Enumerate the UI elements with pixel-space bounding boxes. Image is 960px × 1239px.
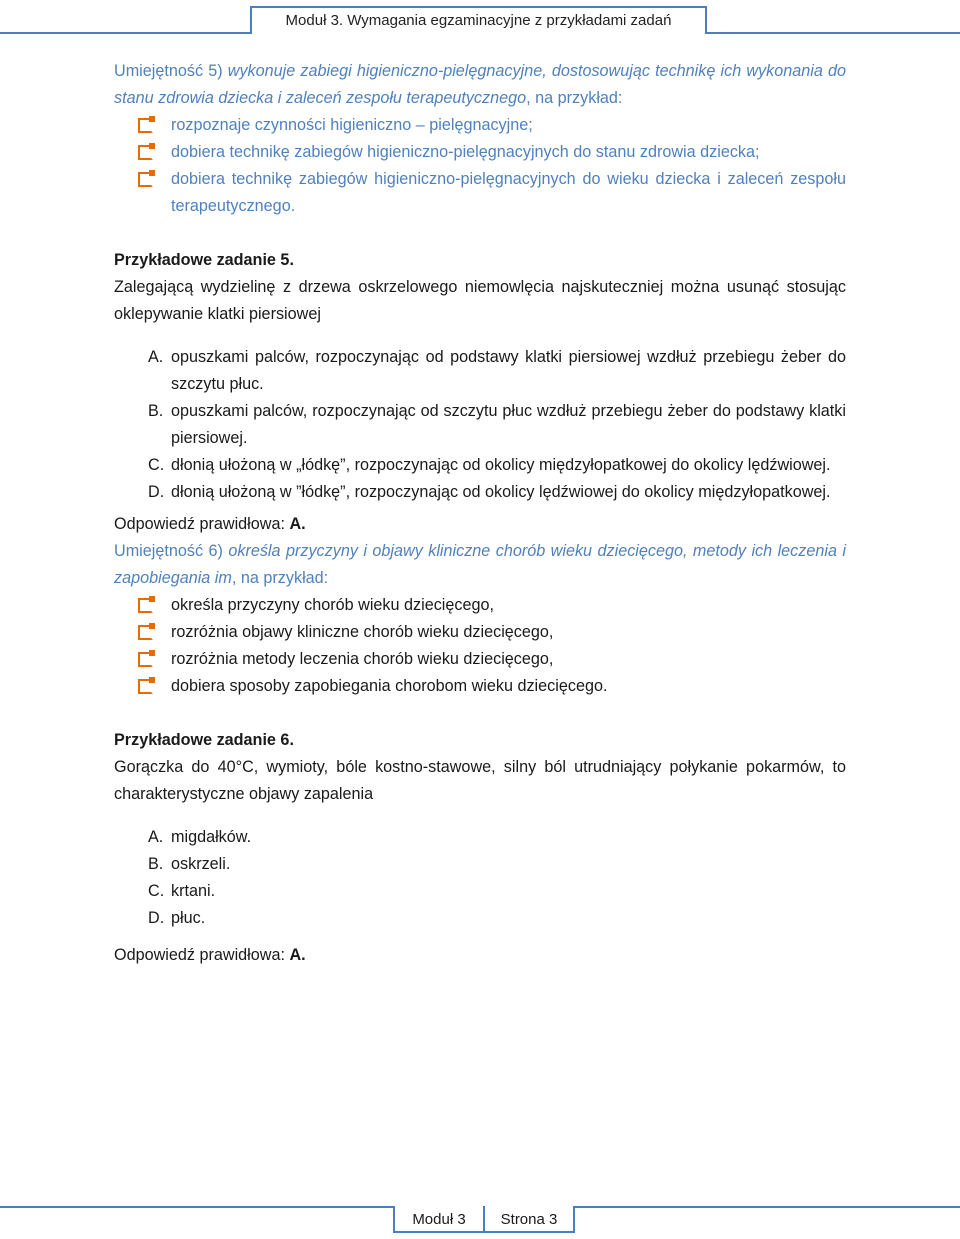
task-6-question: Gorączka do 40°C, wymioty, bóle kostno-stawowe, silny ból utrudniający połykanie pokarmów, to charakterystyczne objawy zapalenia: [114, 758, 846, 803]
answer-option: [114, 851, 846, 878]
correct-answer-label: Odpowiedź prawidłowa:: [114, 946, 290, 964]
answer-option: [114, 824, 846, 851]
skill-5-suffix: , na przykład:: [526, 89, 623, 107]
answer-text: płuc.: [171, 909, 206, 927]
list-item-text: rozróżnia metody leczenia chorób wieku dziecięcego,: [171, 650, 554, 668]
list-item: [114, 619, 846, 646]
checkbox-bullet-icon: [138, 598, 153, 613]
answer-text: dłonią ułożoną w „łódkę”, rozpoczynając od okolicy międzyłopatkowej do okolicy lędźwiowej.: [171, 456, 831, 474]
skill-5-description: wykonuje zabiegi higieniczno-pielęgnacyjne, dostosowując technikę ich wykonania do stanu zdrowia dziecka i zaleceń zespołu terapeutycznego: [114, 62, 846, 107]
answer-text: krtani.: [171, 882, 216, 900]
page-header-title: Moduł 3. Wymagania egzaminacyjne z przykładami zadań: [250, 6, 707, 34]
skill-6-heading: [114, 538, 846, 592]
skill-6-list: [114, 592, 846, 700]
answer-letter: C.: [148, 456, 165, 474]
task-5-answers: [114, 344, 846, 506]
answer-text: opuszkami palców, rozpoczynając od szczytu płuc wzdłuż przebiegu żeber do podstawy klatki piersiowej.: [171, 402, 846, 447]
skill-5-list: [114, 112, 846, 220]
task-6-answers: [114, 824, 846, 932]
answer-text: dłonią ułożoną w ”łódkę”, rozpoczynając od okolicy lędźwiowej do okolicy międzyłopatkowej.: [171, 483, 831, 501]
correct-answer-label: Odpowiedź prawidłowa:: [114, 515, 290, 533]
checkbox-bullet-icon: [138, 145, 153, 160]
answer-letter: B.: [148, 855, 164, 873]
correct-answer-value: A.: [289, 946, 306, 964]
footer-page-number: Strona 3: [483, 1206, 573, 1231]
answer-letter: D.: [148, 483, 165, 501]
answer-option: [114, 452, 846, 479]
list-item: [114, 673, 846, 700]
list-item-text: dobiera technikę zabiegów higieniczno-pielęgnacyjnych do wieku dziecka i zaleceń zespołu terapeutycznego.: [171, 170, 846, 215]
answer-letter: C.: [148, 882, 165, 900]
correct-answer-value: A.: [289, 515, 306, 533]
answer-text: oskrzeli.: [171, 855, 231, 873]
list-item-text: dobiera sposoby zapobiegania chorobom wieku dziecięcego.: [171, 677, 608, 695]
answer-letter: D.: [148, 909, 165, 927]
task-6-correct-answer: [114, 942, 846, 969]
list-item-text: określa przyczyny chorób wieku dziecięcego,: [171, 596, 494, 614]
task-6-title: Przykładowe zadanie 6.: [114, 731, 294, 749]
answer-text: opuszkami palców, rozpoczynając od podstawy klatki piersiowej wzdłuż przebiegu żeber do szczytu płuc.: [171, 348, 846, 393]
list-item: [114, 646, 846, 673]
task-5-question: Zalegającą wydzielinę z drzewa oskrzelowego niemowlęcia najskuteczniej można usunąć stosując oklepywanie klatki piersiowej: [114, 278, 846, 323]
answer-option: [114, 344, 846, 398]
page-content: [114, 58, 846, 969]
answer-option: [114, 479, 846, 506]
skill-6-prefix: Umiejętność 6): [114, 542, 229, 560]
skill-5-heading: [114, 58, 846, 112]
list-item: [114, 166, 846, 220]
page-footer: [393, 1206, 575, 1233]
answer-option: [114, 398, 846, 452]
skill-6-suffix: , na przykład:: [231, 569, 329, 587]
checkbox-bullet-icon: [138, 625, 153, 640]
list-item-text: rozróżnia objawy kliniczne chorób wieku dziecięcego,: [171, 623, 554, 641]
skill-6-description: określa przyczyny i objawy kliniczne chorób wieku dziecięcego, metody ich leczenia i zapobiegania im: [114, 542, 847, 587]
checkbox-bullet-icon: [138, 172, 153, 187]
list-item: [114, 592, 846, 619]
list-item-text: rozpoznaje czynności higieniczno – pielęgnacyjne;: [171, 116, 533, 134]
checkbox-bullet-icon: [138, 118, 153, 133]
checkbox-bullet-icon: [138, 652, 153, 667]
checkbox-bullet-icon: [138, 679, 153, 694]
answer-option: [114, 878, 846, 905]
list-item-text: dobiera technikę zabiegów higieniczno-pielęgnacyjnych do stanu zdrowia dziecka;: [171, 143, 760, 161]
answer-letter: B.: [148, 402, 164, 420]
answer-letter: A.: [148, 828, 164, 846]
answer-text: migdałków.: [171, 828, 252, 846]
list-item: [114, 139, 846, 166]
skill-5-prefix: Umiejętność 5): [114, 62, 228, 80]
task-5-correct-answer: [114, 511, 846, 538]
answer-letter: A.: [148, 348, 164, 366]
answer-option: [114, 905, 846, 932]
list-item: [114, 112, 846, 139]
footer-module: Moduł 3: [412, 1211, 466, 1228]
task-5-title: Przykładowe zadanie 5.: [114, 251, 294, 269]
